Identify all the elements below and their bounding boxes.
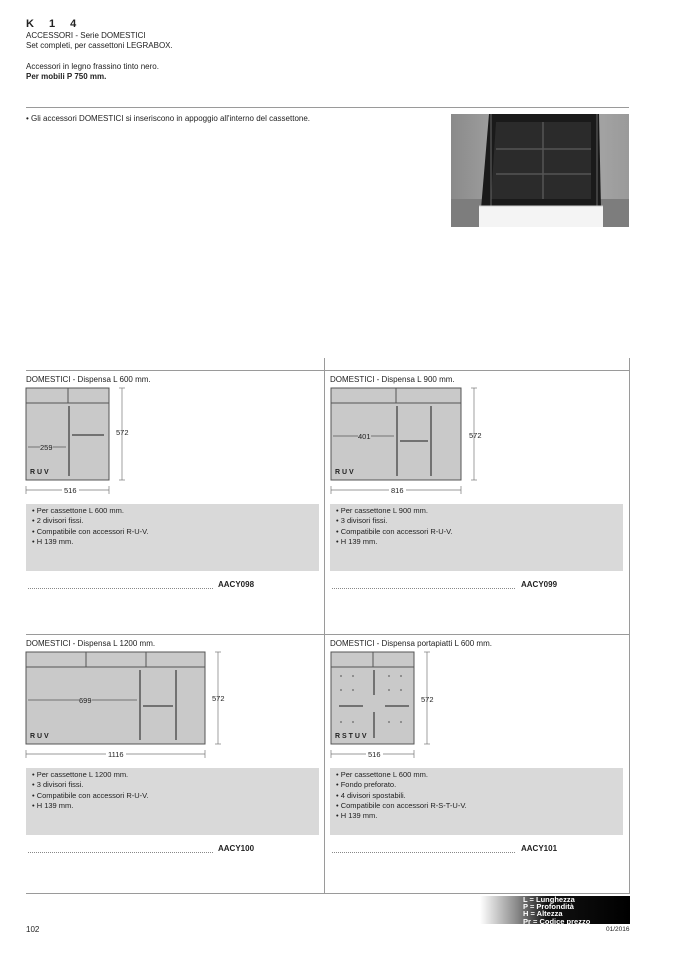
feature-item: • H 139 mm. <box>32 800 74 810</box>
header-line-2: Set completi, per cassettoni LEGRABOX. <box>26 41 173 50</box>
product-code: AACY100 <box>218 844 255 853</box>
intro-note: • Gli accessori DOMESTICI si inseriscono in appoggio all'interno del cassettone. <box>26 114 311 123</box>
feature-item: • 3 divisori fissi. <box>32 780 84 790</box>
dotted-leader <box>332 851 515 853</box>
inner-dimension: 401 <box>358 432 371 441</box>
header-divider <box>26 107 629 108</box>
product-title: DOMESTICI - Dispensa L 600 mm. <box>26 375 151 384</box>
width-dimension: 816 <box>391 486 404 495</box>
height-dimension: 572 <box>116 428 129 437</box>
compat-code: R S T U V <box>335 733 367 740</box>
feature-item: • Compatibile con accessori R-U-V. <box>336 526 453 536</box>
legend-depth: P = Profondità <box>523 902 574 912</box>
legend-height: H = Altezza <box>523 909 563 919</box>
height-dimension: 572 <box>469 431 482 440</box>
features-box <box>26 504 319 571</box>
drawer-diagram <box>327 650 447 762</box>
dotted-leader <box>332 587 515 589</box>
product-title: DOMESTICI - Dispensa L 1200 mm. <box>26 639 156 648</box>
product-title: DOMESTICI - Dispensa portapiatti L 600 mm. <box>330 639 492 648</box>
legend-price-code: Pr = Codice prezzo <box>523 916 591 926</box>
section-code: K 1 4 <box>26 18 83 30</box>
feature-item: • Compatibile con accessori R-U-V. <box>32 526 149 536</box>
drawer-photo <box>451 114 629 227</box>
feature-item: • Per cassettone L 600 mm. <box>336 770 428 779</box>
feature-item: • Compatibile con accessori R-U-V. <box>32 790 149 800</box>
width-dimension: 516 <box>64 486 77 495</box>
feature-item: • Per cassettone L 900 mm. <box>336 506 428 515</box>
feature-item: • Fondo preforato. <box>336 780 397 790</box>
grid-middle-line <box>26 634 630 635</box>
width-dimension: 516 <box>368 750 381 759</box>
grid-bottom-line <box>26 893 630 894</box>
dotted-leader <box>28 851 213 853</box>
compat-code: R U V <box>30 733 49 740</box>
feature-item: • H 139 mm. <box>336 811 378 821</box>
legend-length: L = Lunghezza <box>523 895 575 904</box>
inner-dimension: 699 <box>79 696 92 705</box>
drawer-diagram <box>327 386 477 498</box>
height-dimension: 572 <box>212 694 225 703</box>
page-number: 102 <box>26 925 40 934</box>
header-line-4: Per mobili P 750 mm. <box>26 72 107 81</box>
height-dimension: 572 <box>421 695 434 704</box>
product-code: AACY099 <box>521 580 558 589</box>
header-line-3: Accessori in legno frassino tinto nero. <box>26 62 159 71</box>
drawer-diagram <box>22 386 142 498</box>
features-box <box>330 504 623 571</box>
feature-item: • 3 divisori fissi. <box>336 516 388 526</box>
compat-code: R U V <box>335 469 354 476</box>
feature-item: • H 139 mm. <box>32 536 74 546</box>
feature-item: • H 139 mm. <box>336 536 378 546</box>
product-code: AACY098 <box>218 580 255 589</box>
grid-right-line <box>629 358 630 894</box>
edition-date: 01/2016 <box>606 926 630 933</box>
product-title: DOMESTICI - Dispensa L 900 mm. <box>330 375 455 384</box>
feature-item: • 2 divisori fissi. <box>32 516 84 526</box>
header-line-1: ACCESSORI - Serie DOMESTICI <box>26 31 146 40</box>
product-code: AACY101 <box>521 844 558 853</box>
feature-item: • Compatibile con accessori R-S-T-U-V. <box>336 800 467 810</box>
grid-center-line <box>324 358 325 894</box>
features-box <box>330 768 623 835</box>
feature-item: • Per cassettone L 600 mm. <box>32 506 124 515</box>
dotted-leader <box>28 587 213 589</box>
feature-item: • Per cassettone L 1200 mm. <box>32 770 129 779</box>
width-dimension: 1116 <box>108 750 124 759</box>
features-box <box>26 768 319 835</box>
legend-box <box>480 896 630 924</box>
drawer-diagram <box>22 650 227 762</box>
grid-top-line <box>26 370 630 371</box>
feature-item: • 4 divisori spostabili. <box>336 790 406 800</box>
inner-dimension: 259 <box>40 443 53 452</box>
compat-code: R U V <box>30 469 49 476</box>
